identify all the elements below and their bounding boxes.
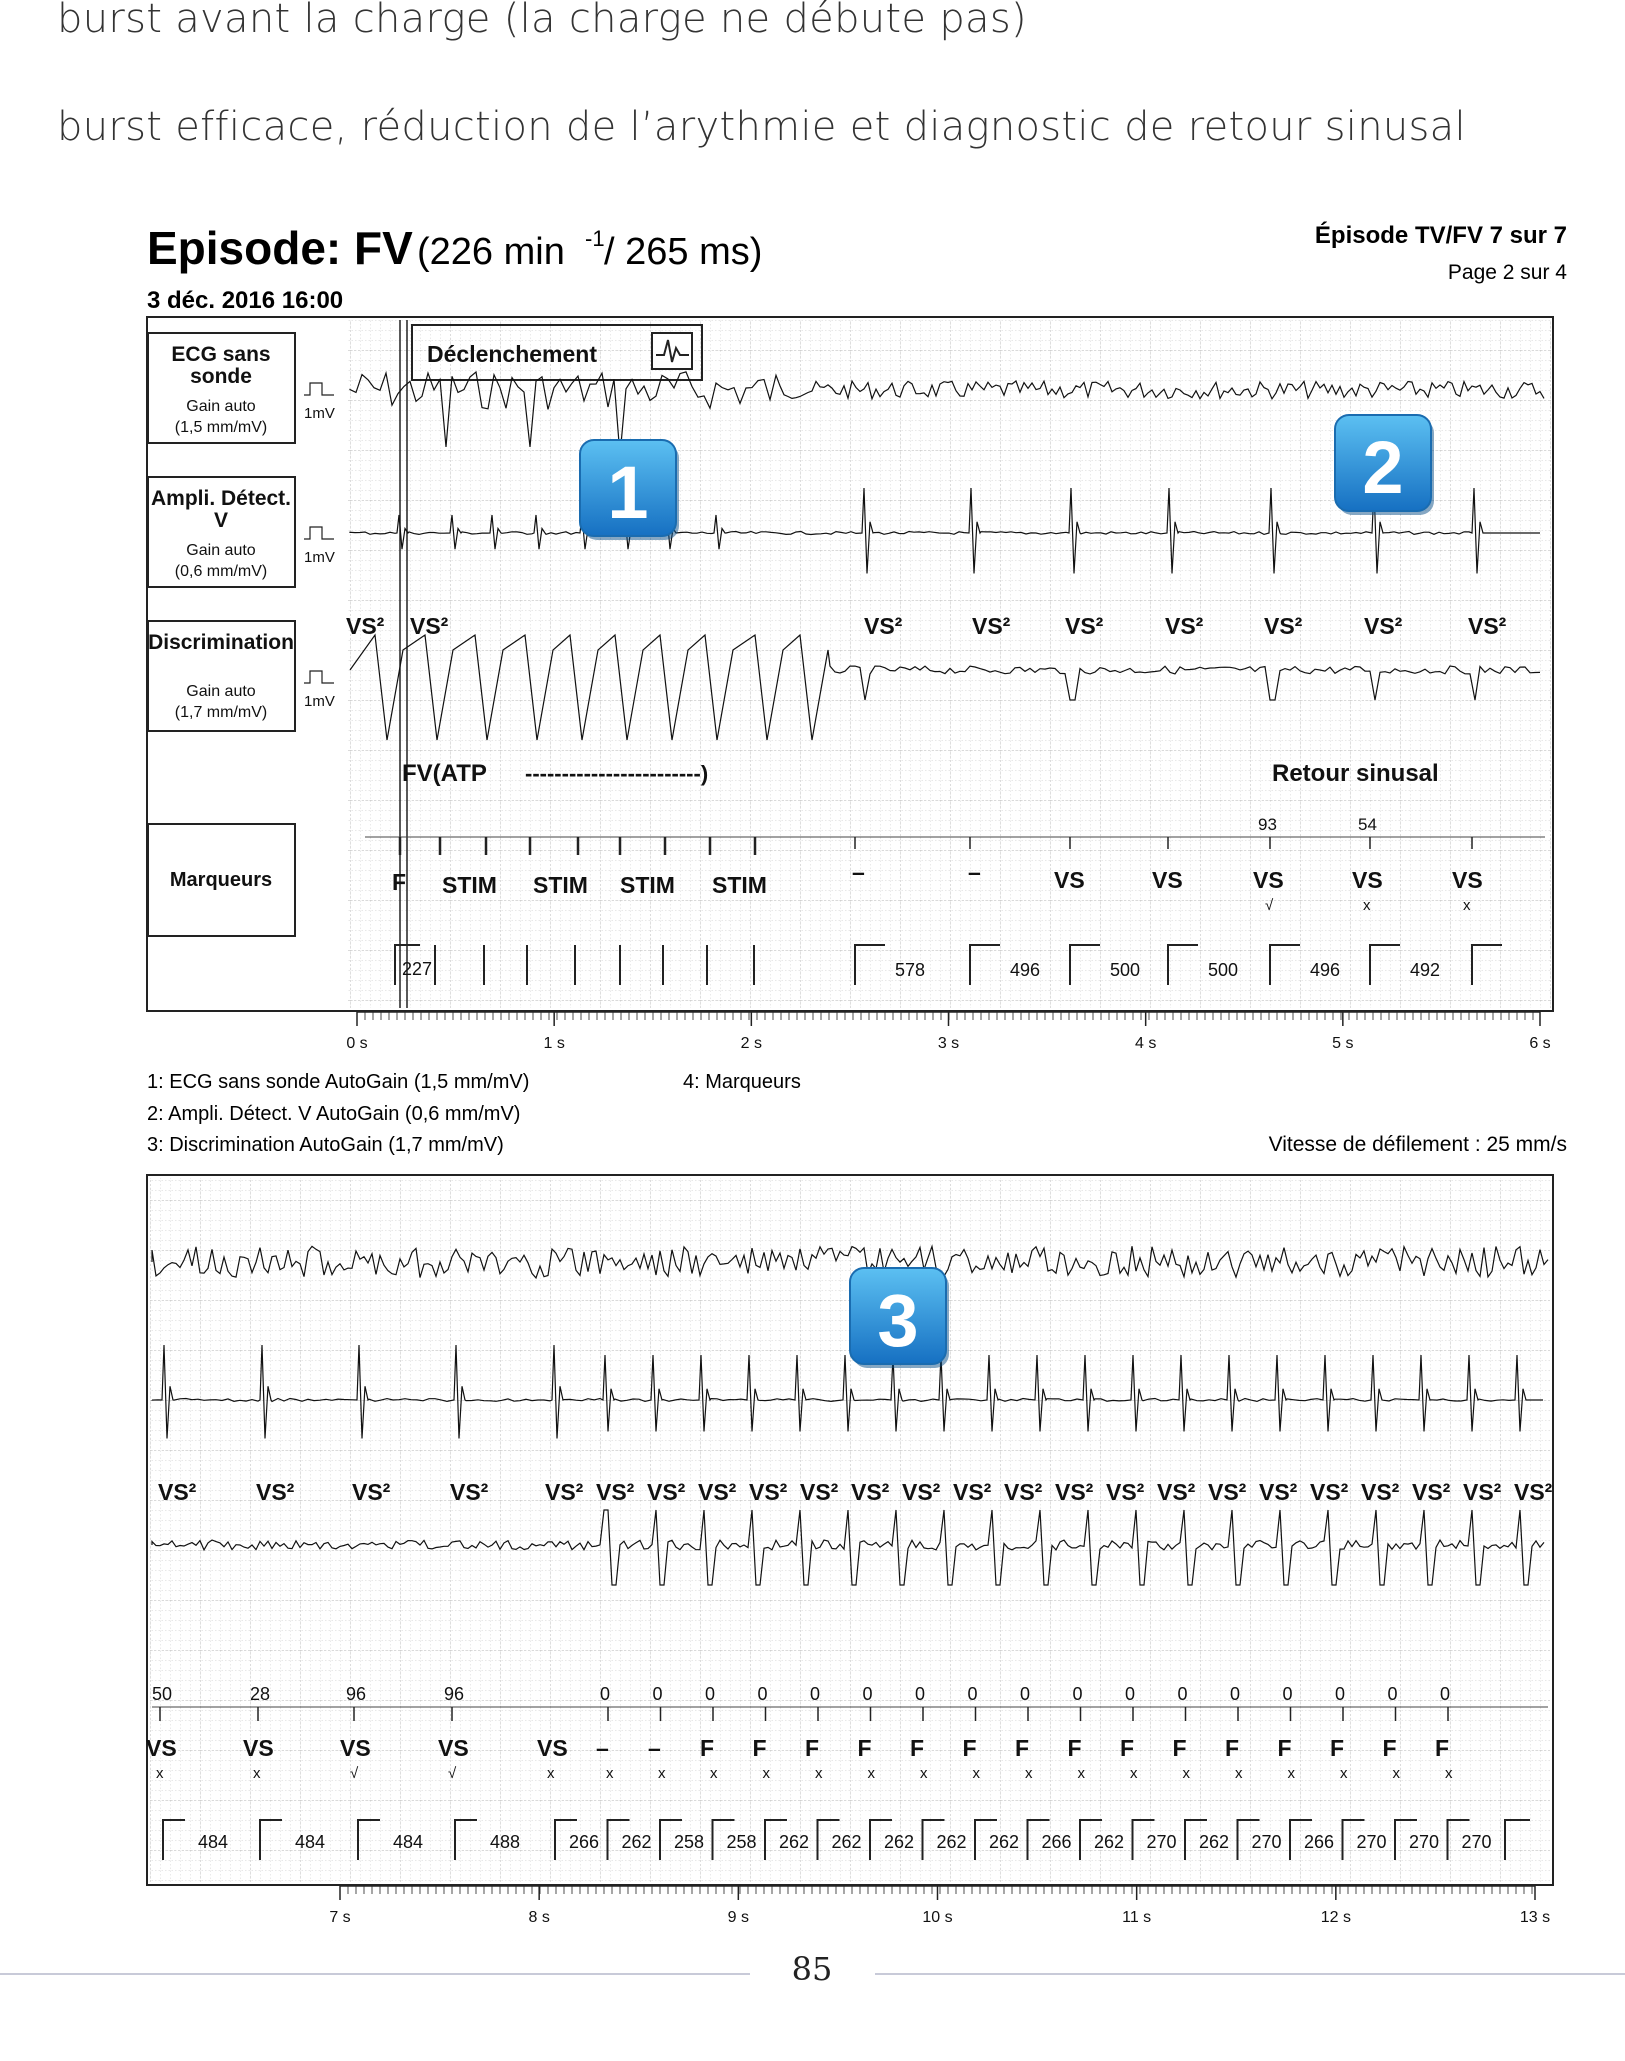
legend-item-1: 1: ECG sans sonde AutoGain (1,5 mm/mV) [147, 1071, 530, 1093]
marker-sub: x [1235, 1765, 1243, 1782]
vs-marker: VS [1452, 867, 1483, 893]
vs2-label: VS² [410, 613, 449, 639]
interval-value: 500 [1208, 960, 1239, 980]
marker-number: 0 [1387, 1684, 1398, 1704]
time-axis-2 [329, 1886, 1550, 1926]
channel-gain-value: (1,7 mm/mV) [174, 704, 268, 721]
vs2-label: VS² [1514, 1479, 1553, 1505]
vs2-label: VS² [545, 1479, 584, 1505]
marker-label: VS [243, 1735, 274, 1761]
channel-name: Marqueurs [169, 869, 273, 891]
vs2-label: VS² [800, 1479, 839, 1505]
vs-number: 54 [1358, 815, 1377, 834]
vs-marker: VS [1352, 867, 1383, 893]
calibration-label: 1mV [304, 693, 335, 710]
marker-number: 28 [250, 1684, 271, 1704]
time-tick-label: 10 s [922, 1909, 953, 1926]
episode-rate-suffix: / 265 ms) [604, 231, 763, 273]
episode-rate: (226 min [417, 231, 565, 273]
vs-marker: VS [1253, 867, 1284, 893]
time-tick-label: 13 s [1519, 1909, 1551, 1926]
vs2-label: VS² [346, 613, 385, 639]
channel-gain: Gain auto [186, 398, 256, 415]
vs-sub: √ [1265, 897, 1274, 914]
marker-number: 0 [1440, 1684, 1451, 1704]
vs-sub: x [1363, 897, 1371, 914]
marker-sub: x [156, 1765, 164, 1782]
marker-sub: x [253, 1765, 261, 1782]
marker-label: F [1120, 1735, 1135, 1761]
footer-rule-right [875, 1973, 1625, 1975]
marker-number: 96 [346, 1684, 367, 1704]
badge-number: 2 [1362, 426, 1404, 509]
vs2-label: VS² [1364, 613, 1403, 639]
episode-title: Episode: FV [147, 222, 413, 274]
interval-value: 262 [884, 1832, 915, 1852]
interval-value: 484 [295, 1832, 326, 1852]
marker-number: 0 [705, 1684, 716, 1704]
vs2-label: VS² [1412, 1479, 1451, 1505]
marker-number: 50 [152, 1684, 173, 1704]
legend-item-4: 4: Marqueurs [683, 1071, 801, 1093]
marker-number: 0 [757, 1684, 768, 1704]
marker-sub: x [658, 1765, 666, 1782]
marker-sub: √ [350, 1765, 359, 1782]
interval-value: 262 [936, 1832, 967, 1852]
time-tick-label: 0 s [346, 1035, 368, 1052]
channel-name: Ampli. Détect. [150, 487, 292, 510]
marker-number: 0 [1125, 1684, 1136, 1704]
vs2-label: VS² [1264, 613, 1303, 639]
marker-label: VS [146, 1735, 177, 1761]
callout-badge [580, 440, 679, 540]
vs2-label: VS² [749, 1479, 788, 1505]
vs2-label: VS² [1106, 1479, 1145, 1505]
marker-sub: x [547, 1765, 555, 1782]
footer-rule-left [0, 1973, 750, 1975]
vs2-label: VS² [1361, 1479, 1400, 1505]
marker-label: F [1330, 1735, 1345, 1761]
marker-number: 0 [1230, 1684, 1241, 1704]
episode-counter: Épisode TV/FV 7 sur 7 [1314, 222, 1567, 249]
vs2-label: VS² [902, 1479, 941, 1505]
marker-number: 0 [1282, 1684, 1293, 1704]
marker-sub: x [1340, 1765, 1348, 1782]
marker-sub: x [1130, 1765, 1138, 1782]
marker-sub: x [867, 1765, 875, 1782]
vs2-label: VS² [1004, 1479, 1043, 1505]
interval-value: 266 [569, 1832, 600, 1852]
marker-sub: x [606, 1765, 614, 1782]
time-tick-label: 11 s [1122, 1909, 1152, 1926]
marker-number: 0 [1072, 1684, 1083, 1704]
interval-value: 258 [726, 1832, 757, 1852]
stim-label: STIM [442, 872, 497, 898]
marker-label: F [1172, 1735, 1187, 1761]
interval-value: 262 [831, 1832, 862, 1852]
vs-number: 93 [1258, 815, 1277, 834]
vs2-label: VS² [1259, 1479, 1298, 1505]
channel-gain: Gain auto [186, 683, 256, 700]
marker-label: F [1067, 1735, 1082, 1761]
marker-label: F [805, 1735, 820, 1761]
marker-number: 0 [967, 1684, 978, 1704]
vs2-label: VS² [953, 1479, 992, 1505]
marker-number: 0 [1335, 1684, 1346, 1704]
time-tick-label: 5 s [1332, 1035, 1354, 1052]
interval-value: 262 [621, 1832, 652, 1852]
marker-sub: √ [448, 1765, 457, 1782]
channel-gain: Gain auto [186, 542, 256, 559]
time-tick-label: 9 s [727, 1909, 750, 1926]
interval-value: 266 [1304, 1832, 1335, 1852]
channel-name-2: V [213, 509, 229, 532]
scroll-speed: Vitesse de défilement : 25 mm/s [1268, 1133, 1567, 1156]
marker-sub: x [1025, 1765, 1033, 1782]
vs2-label: VS² [352, 1479, 391, 1505]
legend-item-2: 2: Ampli. Détect. V AutoGain (0,6 mm/mV) [147, 1103, 521, 1125]
time-tick-label: 2 s [740, 1035, 763, 1052]
interval-value: 492 [1410, 960, 1441, 980]
interval-value: 484 [198, 1832, 229, 1852]
vs-marker: VS [1054, 867, 1085, 893]
vs2-label: VS² [256, 1479, 295, 1505]
channel-gain-value: (1,5 mm/mV) [174, 419, 268, 436]
marker-label: F [700, 1735, 715, 1761]
annotation-fv: FV(ATP [402, 760, 487, 787]
vs2-label: VS² [1157, 1479, 1196, 1505]
badge-number: 3 [877, 1279, 919, 1362]
marker-label: – [648, 1735, 661, 1761]
marker-label: F [1277, 1735, 1292, 1761]
legend-item-3: 3: Discrimination AutoGain (1,7 mm/mV) [147, 1134, 504, 1156]
interval-value: 262 [1094, 1832, 1125, 1852]
marker-sub: x [710, 1765, 718, 1782]
marker-label: F [1015, 1735, 1030, 1761]
marker-sub: x [972, 1765, 980, 1782]
channel-gain-value: (0,6 mm/mV) [174, 563, 268, 580]
marker-label: F [910, 1735, 925, 1761]
vs-marker: VS [1152, 867, 1183, 893]
time-tick-label: 6 s [1529, 1035, 1551, 1052]
marker-sub: x [762, 1765, 770, 1782]
marker-number: 0 [1020, 1684, 1031, 1704]
interval-value: 270 [1356, 1832, 1387, 1852]
marker-sub: x [1445, 1765, 1453, 1782]
vs2-label: VS² [1065, 613, 1104, 639]
interval-value: 270 [1251, 1832, 1282, 1852]
marker-label: F [1435, 1735, 1450, 1761]
vs2-label: VS² [972, 613, 1011, 639]
marker-number: 0 [915, 1684, 926, 1704]
interval-value: 270 [1146, 1832, 1177, 1852]
time-tick-label: 3 s [937, 1035, 960, 1052]
vs2-label: VS² [1208, 1479, 1247, 1505]
stim-label: STIM [533, 872, 588, 898]
marker-label: VS [340, 1735, 371, 1761]
interval-value: 258 [674, 1832, 705, 1852]
marker-label: F [962, 1735, 977, 1761]
vs2-label: VS² [1310, 1479, 1349, 1505]
marker-sub: x [1287, 1765, 1295, 1782]
episode-rate-sup: -1 [585, 226, 605, 251]
stim-label: STIM [712, 872, 767, 898]
annotation-dashes: ------------------------) [525, 761, 709, 786]
time-tick-label: 12 s [1320, 1909, 1351, 1926]
page-counter: Page 2 sur 4 [1447, 261, 1567, 284]
callout-badge [850, 1268, 949, 1368]
vs2-label: VS² [1463, 1479, 1502, 1505]
interval-value: 578 [895, 960, 926, 980]
marker-sub: x [815, 1765, 823, 1782]
vs2-label: VS² [851, 1479, 890, 1505]
time-tick-label: 1 s [543, 1035, 565, 1052]
calibration-label: 1mV [304, 405, 335, 422]
interval-value: 262 [779, 1832, 810, 1852]
marker-number: 0 [600, 1684, 611, 1704]
channel-name-2: sonde [190, 365, 252, 388]
marker-sub: x [1077, 1765, 1085, 1782]
vs2-label: VS² [1468, 613, 1507, 639]
vs2-label: VS² [158, 1479, 197, 1505]
interval-value: 488 [490, 1832, 521, 1852]
channel-legend [147, 1071, 1567, 1156]
vs2-label: VS² [864, 613, 903, 639]
marker-f: F [392, 869, 407, 895]
time-tick-label: 7 s [329, 1909, 351, 1926]
trigger-icon [652, 333, 692, 369]
time-tick-label: 8 s [528, 1909, 550, 1926]
calibration-label: 1mV [304, 549, 335, 566]
channel-name: Discrimination [148, 631, 294, 654]
annotation-sinus: Retour sinusal [1272, 760, 1439, 787]
marker-number: 0 [1177, 1684, 1188, 1704]
interval-value: 496 [1010, 960, 1041, 980]
dash-marker: – [968, 859, 981, 885]
vs2-label: VS² [647, 1479, 686, 1505]
vs-sub: x [1463, 897, 1471, 914]
episode-date: 3 déc. 2016 16:00 [147, 287, 344, 314]
marker-label: VS [438, 1735, 469, 1761]
marker-number: 0 [810, 1684, 821, 1704]
vs2-label: VS² [698, 1479, 737, 1505]
interval-value: 262 [989, 1832, 1020, 1852]
marker-number: 0 [862, 1684, 873, 1704]
page-number: 85 [791, 1950, 833, 1988]
marker-sub: x [1182, 1765, 1190, 1782]
interval-value: 270 [1409, 1832, 1440, 1852]
badge-number: 1 [607, 451, 649, 534]
marker-number: 96 [444, 1684, 465, 1704]
intro-line-1: burst avant la charge (la charge ne débute pas) [57, 0, 1027, 42]
vs2-label: VS² [596, 1479, 635, 1505]
interval-value: 262 [1199, 1832, 1230, 1852]
interval-value: 270 [1461, 1832, 1492, 1852]
marker-label: – [596, 1735, 609, 1761]
callout-badge [1335, 415, 1434, 515]
interval-value: 266 [1041, 1832, 1072, 1852]
intro-line-2: burst efficace, réduction de l’arythmie et diagnostic de retour sinusal [57, 104, 1466, 150]
marker-label: F [752, 1735, 767, 1761]
vs2-label: VS² [1165, 613, 1204, 639]
interval-value: 484 [393, 1832, 424, 1852]
channel-name: ECG sans [171, 343, 271, 366]
marker-label: F [1382, 1735, 1397, 1761]
marker-number: 0 [652, 1684, 663, 1704]
stim-label: STIM [620, 872, 675, 898]
interval-value: 496 [1310, 960, 1341, 980]
marker-label: F [1225, 1735, 1240, 1761]
marker-label: F [857, 1735, 872, 1761]
vs2-label: VS² [1055, 1479, 1094, 1505]
interval-value: 227 [402, 959, 433, 979]
marker-sub: x [920, 1765, 928, 1782]
marker-sub: x [1392, 1765, 1400, 1782]
trigger-label: Déclenchement [427, 341, 598, 367]
dash-marker: – [852, 859, 865, 885]
marker-label: VS [537, 1735, 568, 1761]
time-axis-1 [346, 1012, 1550, 1052]
interval-value: 500 [1110, 960, 1141, 980]
time-tick-label: 4 s [1134, 1035, 1157, 1052]
vs2-label: VS² [450, 1479, 489, 1505]
